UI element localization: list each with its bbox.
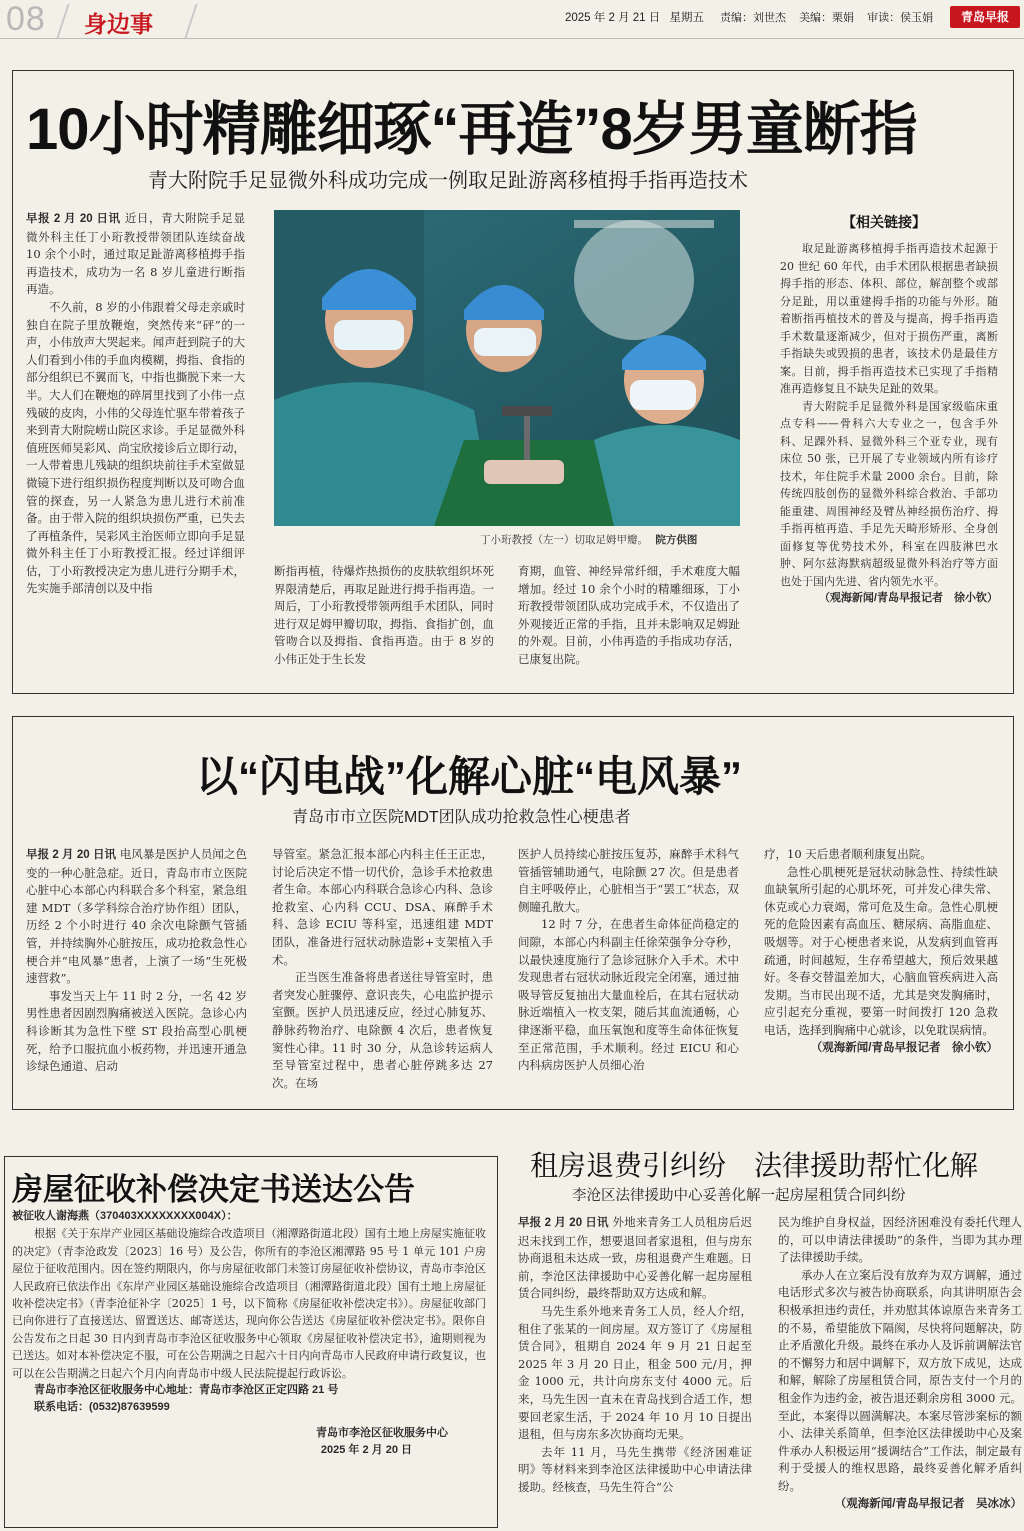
article-1-col-1	[26, 210, 245, 688]
article-2-para-1	[26, 846, 247, 988]
issue-date-text: 2025 年 2 月 21 日	[565, 12, 661, 24]
notice-body-text: 根据《关于东岸产业园区基础设施综合改造项目（湘潭路街道北段）国有土地上房屋实施征收的决定》（青李沧政发〔2023〕16 号）及公告，你所有的李沧区湘潭路 95 号 1 单元 101 户房屋位于征收范围内。因在签约期限内，你与房屋征收部门未签订房屋征收补偿协议，青岛市李沧区人民政府已依法作出《东岸产业园区基础设施综合改造项目（湘潭路街道北段）国有土地上房屋征收补偿决定书》（青李沧征补字〔2025〕1 号，以下简称《房屋征收补偿决定书》）。房屋征收部门已向你进行了直接送达、留置送达、邮寄送达，现向你公告送达《房屋征收补偿决定书》。限你自公告发布之日起 30 日内到青岛市李沧区征收服务中心领取《房屋征收补偿决定书》，逾期则视为已送达。如对本补偿决定不服，可在公告期满之日起六十日内向青岛市人民政府申请行政复议，也可以在公告期满之日起六个月内向青岛市中级人民法院提起行政诉讼。	[12, 1227, 486, 1380]
article-1-lead: 早报 2 月 20 日讯	[26, 213, 121, 225]
article-3-para-2: 马先生系外地来青务工人员，经人介绍，租住了张某的一间房屋。双方签订了《房屋租赁合同》，租期自 2024 年 9 月 21 日起至 2025 年 3 月 20 日止，租金 500 元/月，押金 1000 元，共计向房东支付 4000 元。后来，马先生因一直未在青岛找到合适工作，想要回老家生活，于 2024 年 10 月 10 日提出退租，但与房东多次协商均无果。	[518, 1303, 752, 1442]
page-header	[0, 0, 1024, 44]
article-1-para-1-text: 近日，青大附院手足显微外科主任丁小珩教授带领团队连续奋战 10 余个小时，通过取足趾游离移植拇手指再造技术，成功为一名 8 岁儿童进行断指再造。	[26, 211, 245, 297]
article-2-para-2: 事发当天上午 11 时 2 分，一名 42 岁男性患者因剧烈胸痛被送入医院。急诊心内科诊断其为急性下壁 ST 段抬高型心肌梗死，给予口服抗血小板药物，并迅速开通急诊绿色通道、启动	[26, 988, 247, 1074]
article-2-byline: （观海新闻/青岛早报记者 徐小钦）	[810, 1041, 998, 1054]
article-2-lead: 早报 2 月 20 日讯	[26, 849, 117, 861]
article-1-para-2: 不久前，8 岁的小伟跟着父母走亲戚时独自在院子里放鞭炮，突然传来“砰”的一声，小伟放声大哭起来。闻声赶到院子的大人们看到小伟的手血肉模糊，拇指、食指的部分组织已不翼而飞，中指也撕脱下来一大半。大人们在鞭炮的碎屑里找到了小伟一点残破的皮肉，小伟的父母连忙驱车带着孩子来到青大附院崂山院区求诊。手足显微外科值班医师吴彩风、尚宝欣接诊后立即行动，一人带着患儿残缺的组织块前往手术室做显微镜下进行组织损伤程度判断以及可吻合血管的探查，另一人紧急为患儿进行术前准备。由于带入院的组织块损伤严重，已失去了再植条件，吴彩风主治医师立即向手足显微外科主任丁小珩教授汇报。经过详细评估，丁小珩教授决定为患儿进行分期手术，先实施手部清创以及中指	[26, 299, 245, 596]
related-links-title: 【相关链接】	[842, 214, 926, 230]
notice-signer: 青岛市李沧区征收服务中心	[316, 1426, 448, 1439]
article-1-para-1	[26, 210, 245, 299]
article-2-col-2-text: 导管室。紧急汇报本部心内科主任王正忠，讨论后决定不惜一切代价，急诊手术抢救患者生命。本部心内科联合急诊心内科、急诊抢救室、心内科 CCU、DSA、麻醉手术科、急诊 ECIU 等科室，迅速组建 MDT 团队，准备进行冠状动脉造影+支架植入手术。	[272, 847, 493, 967]
article-3-para-3: 去年 11 月，马先生携带《经济困难证明》等材料来到李沧区法律援助中心申请法律援助。经核查，马先生符合“公	[518, 1444, 752, 1494]
photo-caption-text: 丁小珩教授（左一）切取足姆甲瓣。	[480, 534, 648, 546]
designer-credit: 美编：栗娟	[799, 12, 855, 24]
article-3-para-1	[518, 1214, 752, 1303]
page-number: 08	[6, 0, 46, 38]
article-2-col-1	[26, 846, 247, 1094]
article-2-subtitle: 青岛市市立医院MDT团队成功抢救急性心梗患者	[292, 809, 631, 826]
editor-credits	[720, 9, 933, 25]
section-name: 身边事	[84, 11, 153, 37]
article-2-col-2-para-2: 正当医生准备将患者送往导管室时，患者突发心脏骤停、意识丧失，心电监护提示室颤。医护人员迅速反应，经过心肺复苏、静脉药物治疗、电除颤 4 次后，患者恢复窦性心律。11 时 30 分，从急诊转运病人至导管室过程中，患者心脏停跳多达 27 次。在场	[272, 970, 493, 1090]
proofreader-credit: 审读：侯玉娟	[867, 12, 934, 24]
article-3-col-2-para-2: 承办人在立案后没有放弃为双方调解，通过电话形式多次与被告协商联系，向其讲明原告会积极承担违约责任，并劝慰其体谅原告来青务工的不易，希望能放下隔阂，尽快将问题解决，防止矛盾激化升级。最终在承办人及诉前调解法官的不懈努力和居中调解下，双方放下成见，达成和解，解除了房屋租赁合同，原告支付一个月的租金作为违约金，被告退还剩余房租 3000 元。至此，本案得以圆满解决。本案尽管涉案标的额小、法律关系简单，但李沧区法律援助中心及案件承办人积极运用“援调结合”工作法，制定最有利于受援人的维权思路，最终妥善化解矛盾纠纷。	[778, 1267, 1022, 1493]
article-1-subtitle: 青大附院手足显微外科成功完成一例取足趾游离移植拇手指再造技术	[148, 170, 748, 192]
article-1-col-2	[274, 563, 494, 687]
article-3-col-2-text: 民为维护自身权益，因经济困难没有委托代理人的，可以申请法律援助”的条件，当即为其办理了法律援助手续。	[778, 1215, 1022, 1265]
article-3-title: 租房退费引纠纷 法律援助帮忙化解	[530, 1150, 979, 1181]
notice-phone: 联系电话：(0532)87639599	[34, 1401, 170, 1414]
article-3-subtitle: 李沧区法律援助中心妥善化解一起房屋租赁合同纠纷	[572, 1188, 906, 1204]
notice-addressee: 被征收人谢海燕（370403XXXXXXXX004X）：	[12, 1210, 238, 1222]
notice-address: 青岛市李沧区征收服务中心地址：青岛市李沧区正定四路 21 号	[34, 1384, 339, 1397]
article-2-title: 以“闪电战”化解心脏“电风暴”	[196, 753, 743, 800]
article-3-lead: 早报 2 月 20 日讯	[518, 1217, 609, 1229]
article-2-col-3-para-2: 12 时 7 分，在患者生命体征尚稳定的间隙，本部心内科副主任徐荣强争分夺秒，以最快速度施行了急诊冠脉介入手术。术中发现患者右冠状动脉近段完全闭塞，通过抽吸导管反复抽出大量血栓后，在其右冠状动脉近端植入一枚支架，随后其血流通畅，心律逐渐平稳，血压氧饱和度等生命体征恢复至正常范围，手术顺利。经过 EICU 和心内科病房医护人员细心治	[518, 917, 739, 1073]
notice-date: 2025 年 2 月 20 日	[320, 1444, 412, 1457]
article-1-photo	[274, 210, 740, 526]
notice-body	[12, 1208, 486, 1520]
article-1-col-3	[518, 563, 740, 687]
article-3-para-1-text: 外地来青务工人员租房后迟迟未找到工作，想要退回者家退租，但与房东协商退租未达成一致，房租退费产生难题。日前，李沧区法律援助中心妥善化解一起房屋租赁合同纠纷，最终帮助双方达成和解。	[518, 1215, 752, 1301]
editor-credit: 责编：刘世杰	[720, 12, 786, 24]
article-2-col-3-text: 医护人员持续心脏按压复苏，麻醉手术科气管插管辅助通气，电除颤 27 次。但是患者自主呼吸停止，心脏相当于“罢工”状态，双侧瞳孔散大。	[518, 847, 739, 914]
issue-date	[565, 9, 704, 25]
article-1-title: 10小时精雕细琢“再造”8岁男童断指	[26, 97, 917, 162]
article-2-col-4-para-2: 急性心肌梗死是冠状动脉急性、持续性缺血缺氧所引起的心肌坏死，可并发心律失常、休克或心力衰竭，常可危及生命。急性心肌梗死的危险因素有高血压、糖尿病、高脂血症、吸烟等。对于心梗患者来说，从发病到血管再疏通，时间越短，生存希望越大，预后效果越好。冬春交替温差加大，心脑血管疾病进入高发期。当市民出现不适，尤其是突发胸痛时，应引起充分重视，要第一时间拨打 120 急救电话，选择到胸痛中心就诊，以免耽误病情。	[764, 864, 998, 1037]
article-2-col-2	[272, 846, 493, 1094]
related-links-byline: （观海新闻/青岛早报记者 徐小钦）	[818, 592, 998, 604]
article-3-col-2	[778, 1214, 1022, 1528]
article-1-col-2-text: 断指再植，待爆炸热损伤的皮肤软组织坏死界限清楚后，再取足趾进行拇手指再造。一周后，丁小珩教授带领两组手术团队，同时进行双足姆甲瓣切取，拇指、食指扩创，血管吻合以及拇指、食指再造。由于 8 岁的小伟正处于生长发	[274, 564, 494, 666]
surgery-photo-illustration	[274, 210, 740, 526]
photo-credit: 院方供图	[655, 534, 698, 546]
article-1-photo-caption	[480, 532, 697, 547]
article-3-byline: （观海新闻/青岛早报记者 吴冰冰）	[834, 1497, 1022, 1510]
article-2-col-3	[518, 846, 739, 1094]
brand-logo	[950, 6, 1020, 28]
related-links-para-1: 取足趾游离移植拇手指再造技术起源于 20 世纪 60 年代，由手术团队根据患者缺损拇手指的形态、体积、部位，解剖整个或部分足趾，用以重建拇手指的功能与外形。随着断指再植技术的普及与提高，拇手指再造手术数量逐渐减少，但对于损伤严重，离断手指缺失或毁损的患者，该技术仍是最佳方案。目前，拇手指再造技术已实现了手指精准再造修复且不缺失足趾的效果。	[780, 242, 998, 395]
article-2-para-1-text: 电风暴是医护人员闻之色变的一种心脏急症。近日，青岛市市立医院心脏中心本部心内科联合多个科室，紧急组建 MDT（多学科综合治疗协作组）团队，历经 2 个小时进行 40 余次电除颤气管插管，并持续胸外心脏按压，成功抢救急性心梗合并“电风暴”患者，上演了一场“生死极速营救”。	[26, 847, 247, 986]
article-2-col-4-text: 疗，10 天后患者顺利康复出院。	[764, 847, 932, 861]
header-slash	[56, 4, 69, 38]
related-links-para-2: 青大附院手足显微外科是国家级临床重点专科——骨科六大专业之一，包含手外科、足踝外科、显微外科三个亚专业，现有床位 50 张，已开展了专业领域内所有诊疗技术，年住院手术量 2000 余台。目前，除传统四肢创伤的显微外科综合救治、手部功能重建、周围神经及臂丛神经损伤治疗、拇手指再植再造、手足先天畸形矫形、全身创面修复等优势技术外，科室在四肢淋巴水肿、阿尔兹海默病超级显微外科治疗等方面也处于国内先进、省内领先水平。	[780, 399, 998, 588]
article-2-col-4	[764, 846, 998, 1094]
header-rule	[0, 38, 1024, 39]
issue-weekday: 星期五	[669, 12, 704, 24]
header-slash-2	[184, 4, 197, 38]
related-links-body	[780, 240, 998, 688]
article-1-col-3-text: 育期，血管、神经异常纤细，手术难度大幅增加。经过 10 余个小时的精雕细琢，丁小珩教授带领团队成功完成手术，不仅造出了外观接近正常的手指，且并未影响双足姆趾的外观。目前，小伟再造的手指成功存活，已康复出院。	[518, 564, 740, 666]
article-3-col-1	[518, 1214, 752, 1528]
brand-logo-text: 青岛早报	[960, 10, 1009, 24]
notice-title: 房屋征收补偿决定书送达公告	[12, 1172, 415, 1207]
